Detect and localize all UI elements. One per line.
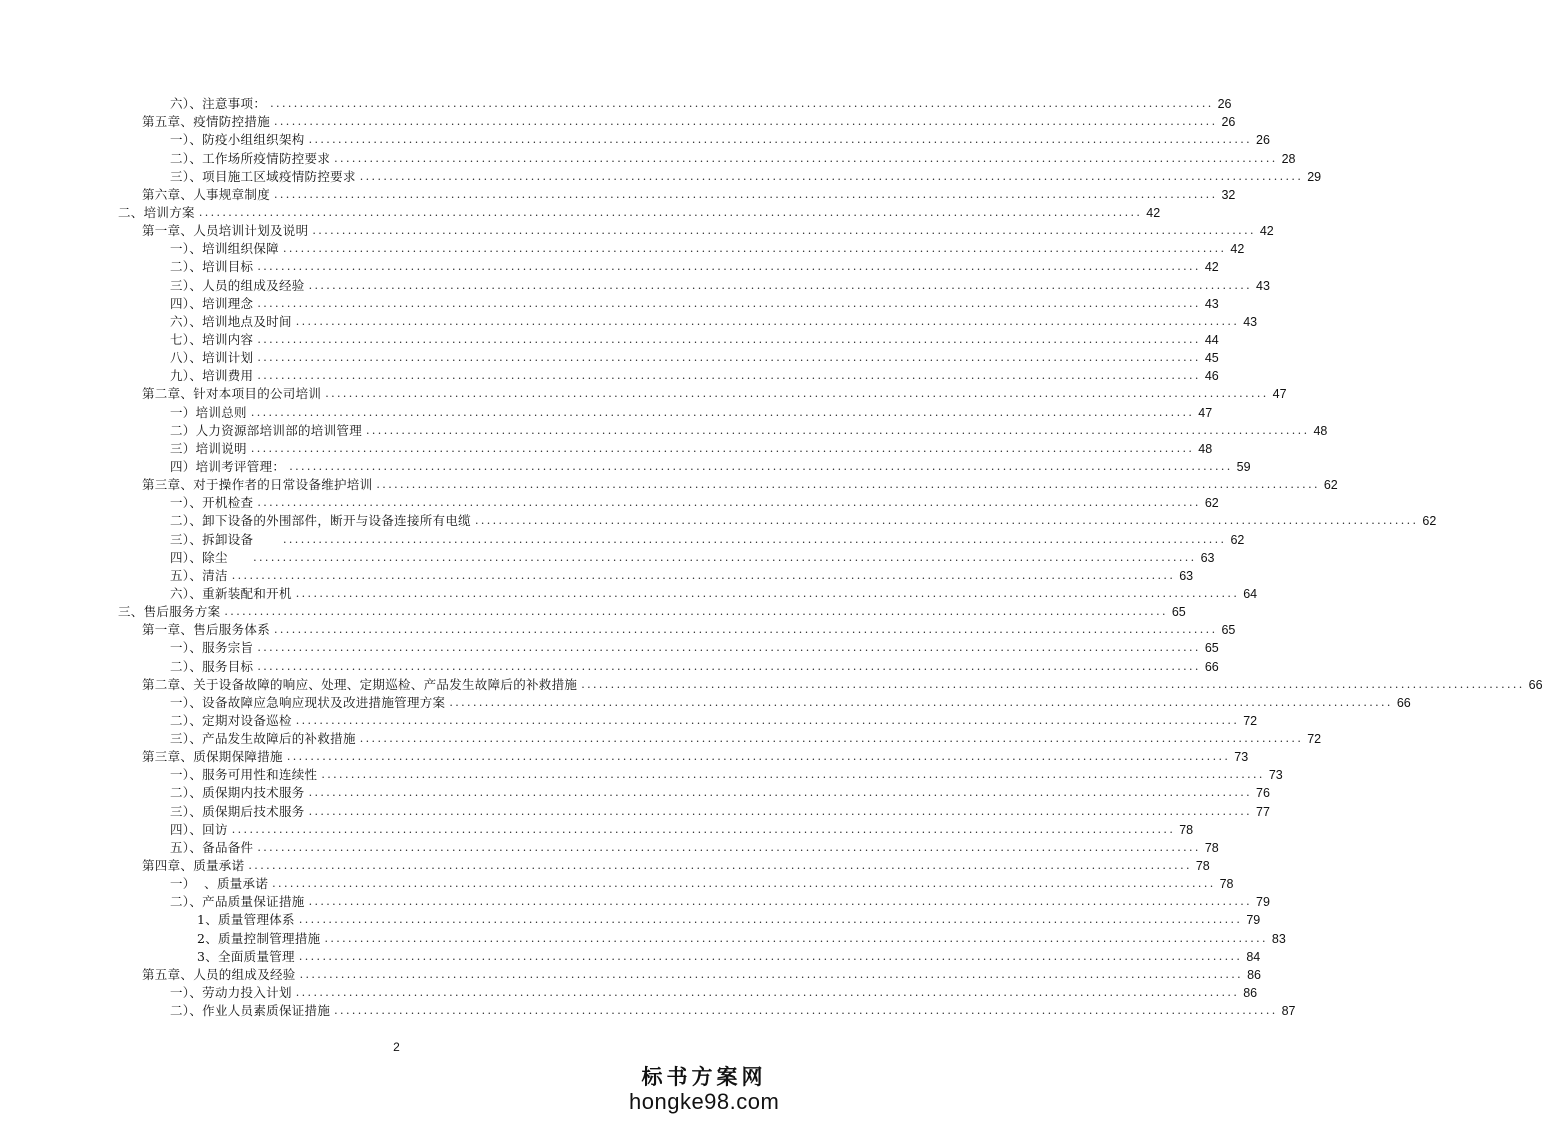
toc-dot-leader: ................................................................................................................................................................ (257, 659, 1201, 673)
toc-entry-title: 二）、卸下设备的外围部件，断开与设备连接所有电缆 (170, 513, 471, 529)
toc-entry-page: 43 (1243, 314, 1258, 329)
toc-entry-page: 83 (1271, 931, 1286, 946)
toc-entry-title: 第二章、关于设备故障的响应、处理、定期巡检、产品发生故障后的补救措施 (142, 676, 578, 692)
toc-entry-title: 第三章、对于操作者的日常设备维护培训 (142, 477, 373, 493)
toc-entry (0, 113, 1236, 131)
toc-dot-leader: ................................................................................................................................................................ (257, 260, 1201, 274)
toc-dot-leader: ................................................................................................................................................................ (308, 786, 1253, 800)
toc-dot-leader: ................................................................................................................................................................ (298, 913, 1243, 927)
toc-entry-page: 59 (1236, 459, 1251, 474)
toc-entry-title: 一）、培训组织保障 (170, 241, 279, 257)
toc-entry (0, 694, 1411, 712)
toc-entry-page: 26 (1217, 97, 1232, 112)
toc-entry-title: 三）、项目施工区域疫情防控要求 (170, 168, 356, 184)
toc-entry (0, 748, 1249, 766)
toc-dot-leader: ................................................................................................................................................................ (334, 1004, 1278, 1018)
toc-entry-title: 五）、清洁 (170, 567, 228, 583)
toc-entry-page: 32 (1221, 187, 1236, 202)
toc-dot-leader: ................................................................................................................................................................ (324, 931, 1268, 945)
toc-entry (0, 276, 1270, 294)
toc-dot-leader: ................................................................................................................................................................ (299, 967, 1244, 981)
toc-entry (0, 422, 1328, 440)
toc-entry (0, 657, 1219, 675)
toc-entry (0, 802, 1270, 820)
toc-entry (0, 331, 1219, 349)
toc-entry-page: 43 (1204, 296, 1219, 311)
toc-entry-title: 三）、质保期后技术服务 (170, 803, 305, 819)
toc-dot-leader: ................................................................................................................................................................ (325, 387, 1269, 401)
page-number: 2 (393, 1040, 400, 1054)
toc-entry (0, 476, 1338, 494)
toc-entry (0, 295, 1219, 313)
toc-entry-title: 第一章、售后服务体系 (142, 622, 271, 638)
toc-entry-title: 一）、劳动力投入计划 (170, 985, 292, 1001)
toc-entry-title: 四）、回访 (170, 821, 228, 837)
toc-entry-title: 四）培训考评管理： (170, 458, 286, 474)
toc-entry-page: 86 (1247, 967, 1261, 982)
toc-dot-leader: ................................................................................................................................................................ (295, 586, 1240, 600)
toc-dot-leader: ................................................................................................................................................................ (308, 895, 1253, 909)
toc-entry-title: 六）、重新装配和开机 (170, 585, 292, 601)
toc-entry (0, 204, 1161, 222)
toc-entry-title: 三）培训说明 (170, 440, 247, 456)
toc-dot-leader: ................................................................................................................................................................ (359, 732, 1304, 746)
toc-dot-leader: ................................................................................................................................................................ (257, 332, 1201, 346)
toc-entry-page: 78 (1204, 840, 1219, 855)
toc-entry (0, 730, 1322, 748)
toc-entry (0, 403, 1213, 421)
toc-dot-leader: ................................................................................................................................................................ (253, 550, 1197, 564)
toc-entry-title: 第二章、针对本项目的公司培训 (142, 386, 322, 402)
toc-dot-leader: ................................................................................................................................................................ (295, 713, 1240, 727)
toc-entry (0, 676, 1543, 694)
toc-dot-leader: ................................................................................................................................................................ (308, 133, 1253, 147)
toc-entry-title: 九）、培训费用 (170, 368, 254, 384)
toc-entry-page: 42 (1146, 205, 1161, 220)
toc-entry (0, 530, 1245, 548)
toc-dot-leader: ................................................................................................................................................................ (298, 949, 1243, 963)
toc-entry-page: 26 (1221, 115, 1236, 130)
toc-entry-page: 65 (1171, 605, 1186, 620)
toc-entry-page: 78 (1195, 859, 1210, 874)
toc-entry (0, 549, 1215, 567)
toc-dot-leader: ................................................................................................................................................................ (308, 278, 1253, 292)
toc-entry-page: 42 (1230, 242, 1245, 257)
toc-entry (0, 95, 1232, 113)
toc-entry-page: 44 (1204, 332, 1219, 347)
toc-entry-page: 76 (1256, 786, 1270, 801)
toc-entry (0, 784, 1270, 802)
toc-entry-page: 72 (1307, 732, 1322, 747)
toc-entry-title: 第一章、人员培训计划及说明 (142, 223, 309, 239)
toc-entry-page: 66 (1528, 677, 1543, 692)
toc-entry-title: 一）培训总则 (170, 404, 247, 420)
toc-dot-leader: ................................................................................................................................................................ (359, 169, 1304, 183)
toc-entry-title: 第四章、质量承诺 (142, 858, 245, 874)
toc-entry (0, 385, 1287, 403)
toc-entry-title: 3、全面质量管理 (197, 948, 295, 964)
toc-entry (0, 766, 1283, 784)
toc-entry-title: 三、售后服务方案 (118, 604, 221, 620)
toc-entry-title: 第六章、人事规章制度 (142, 186, 271, 202)
toc-entry (0, 458, 1251, 476)
toc-entry-page: 63 (1200, 550, 1215, 565)
toc-entry-title: 一）、设备故障应急响应现状及改进措施管理方案 (170, 694, 446, 710)
toc-entry (0, 149, 1296, 167)
toc-entry (0, 131, 1270, 149)
toc-entry-title: 一）、开机检查 (170, 495, 254, 511)
toc-entry-page: 62 (1422, 514, 1437, 529)
toc-entry-page: 29 (1307, 169, 1322, 184)
toc-dot-leader: ................................................................................................................................................................ (286, 750, 1231, 764)
toc-entry-title: 三）、拆卸设备 (170, 531, 279, 547)
toc-entry-page: 42 (1259, 224, 1274, 239)
toc-dot-leader: ................................................................................................................................................................ (272, 877, 1216, 891)
toc-entry (0, 512, 1437, 530)
toc-entry-page: 79 (1246, 913, 1261, 928)
toc-entry (0, 603, 1186, 621)
toc-dot-leader: ................................................................................................................................................................ (257, 369, 1201, 383)
toc-dot-leader: ................................................................................................................................................................ (257, 840, 1201, 854)
toc-dot-leader: ................................................................................................................................................................ (231, 568, 1176, 582)
toc-entry-title: 第三章、质保期保障措施 (142, 749, 283, 765)
toc-entry-page: 26 (1256, 133, 1270, 148)
toc-entry-title: 一） 、质量承诺 (170, 876, 269, 892)
toc-dot-leader: ................................................................................................................................................................ (295, 314, 1240, 328)
toc-dot-leader: ................................................................................................................................................................ (283, 532, 1227, 546)
toc-entry (0, 984, 1258, 1002)
toc-entry-page: 63 (1179, 568, 1194, 583)
toc-entry-title: 二）、产品质量保证措施 (170, 894, 305, 910)
toc-entry (0, 567, 1194, 585)
toc-entry-title: 第五章、人员的组成及经验 (142, 966, 296, 982)
toc-entry-title: 六）、培训地点及时间 (170, 313, 292, 329)
toc-entry (0, 948, 1261, 966)
toc-entry (0, 929, 1286, 947)
toc-entry-title: 四）、培训理念 (170, 295, 254, 311)
toc-entry (0, 186, 1236, 204)
toc-entry-title: 一）、服务宗旨 (170, 640, 254, 656)
toc-entry-title: 一）、防疫小组组织架构 (170, 132, 305, 148)
toc-entry-page: 73 (1268, 768, 1283, 783)
toc-entry-page: 28 (1281, 151, 1296, 166)
toc-dot-leader: ................................................................................................................................................................ (474, 514, 1419, 528)
toc-entry-title: 八）、培训计划 (170, 350, 254, 366)
toc-entry-title: 二）、定期对设备巡检 (170, 712, 292, 728)
toc-entry (0, 857, 1210, 875)
toc-entry-page: 46 (1204, 369, 1219, 384)
toc-entry (0, 494, 1219, 512)
toc-dot-leader: ................................................................................................................................................................ (289, 459, 1233, 473)
toc-entry-page: 65 (1221, 623, 1236, 638)
toc-dot-leader: ................................................................................................................................................................ (198, 205, 1143, 219)
toc-entry (0, 839, 1219, 857)
toc-dot-leader: ................................................................................................................................................................ (257, 296, 1201, 310)
toc-dot-leader: ................................................................................................................................................................ (581, 677, 1525, 691)
toc-entry-page: 77 (1256, 804, 1270, 819)
toc-entry-page: 62 (1204, 496, 1219, 511)
toc-entry-title: 五）、备品备件 (170, 839, 254, 855)
toc-dot-leader: ................................................................................................................................................................ (376, 478, 1320, 492)
toc-dot-leader: ................................................................................................................................................................ (449, 695, 1393, 709)
toc-entry-title: 二）、作业人员素质保证措施 (170, 1003, 331, 1019)
toc-entry-title: 七）、培训内容 (170, 331, 254, 347)
toc-entry-title: 1、质量管理体系 (197, 912, 295, 928)
toc-entry-title: 二）、服务目标 (170, 658, 254, 674)
toc-dot-leader: ................................................................................................................................................................ (312, 224, 1256, 238)
toc-dot-leader: ................................................................................................................................................................ (282, 242, 1227, 256)
toc-entry-title: 二）、工作场所疫情防控要求 (170, 150, 331, 166)
toc-entry-page: 84 (1246, 949, 1261, 964)
toc-entry-page: 65 (1204, 641, 1219, 656)
toc-entry-page: 42 (1204, 260, 1219, 275)
toc-entry-page: 66 (1396, 695, 1411, 710)
toc-dot-leader: ................................................................................................................................................................ (274, 187, 1218, 201)
toc-entry-page: 45 (1204, 351, 1219, 366)
toc-dot-leader: ................................................................................................................................................................ (274, 623, 1218, 637)
toc-entry (0, 639, 1219, 657)
toc-dot-leader: ................................................................................................................................................................ (250, 405, 1195, 419)
toc-entry (0, 821, 1194, 839)
toc-entry-page: 47 (1198, 405, 1213, 420)
toc-dot-leader: ................................................................................................................................................................ (274, 115, 1218, 129)
toc-entry (0, 1002, 1296, 1020)
toc-dot-leader: ................................................................................................................................................................ (334, 151, 1278, 165)
toc-entry-title: 二、培训方案 (118, 204, 195, 220)
toc-entry-page: 87 (1281, 1004, 1296, 1019)
toc-entry (0, 349, 1219, 367)
toc-entry (0, 712, 1258, 730)
toc-entry-title: 一）、服务可用性和连续性 (170, 767, 318, 783)
toc-entry-title: 2、质量控制管理措施 (197, 930, 321, 946)
toc-entry-title: 二）人力资源部培训部的培训管理 (170, 422, 363, 438)
toc-entry (0, 222, 1274, 240)
toc-entry-page: 73 (1234, 750, 1249, 765)
toc-dot-leader: ................................................................................................................................................................ (250, 441, 1195, 455)
toc-entry-page: 48 (1198, 441, 1213, 456)
toc-dot-leader: ................................................................................................................................................................ (257, 351, 1201, 365)
toc-entry-page: 79 (1256, 895, 1270, 910)
toc-entry-title: 三）、产品发生故障后的补救措施 (170, 731, 356, 747)
toc-entry-title: 二）、培训目标 (170, 259, 254, 275)
toc-dot-leader: ................................................................................................................................................................ (257, 641, 1201, 655)
toc-entry-page: 47 (1272, 387, 1287, 402)
table-of-contents (0, 95, 1543, 1020)
toc-entry (0, 240, 1245, 258)
toc-entry-page: 62 (1230, 532, 1245, 547)
toc-entry (0, 875, 1234, 893)
toc-entry-page: 66 (1204, 659, 1219, 674)
toc-entry (0, 893, 1270, 911)
toc-entry (0, 966, 1261, 984)
toc-entry-page: 48 (1313, 423, 1328, 438)
watermark-logo (629, 1064, 779, 1114)
toc-entry-title: 六）、注意事项： (170, 96, 267, 112)
toc-entry (0, 621, 1236, 639)
toc-dot-leader: ................................................................................................................................................................ (366, 423, 1310, 437)
toc-dot-leader: ................................................................................................................................................................ (308, 804, 1253, 818)
toc-dot-leader: ................................................................................................................................................................ (248, 859, 1192, 873)
toc-entry-page: 86 (1243, 986, 1258, 1001)
toc-entry (0, 440, 1213, 458)
toc-entry (0, 313, 1258, 331)
toc-entry (0, 911, 1261, 929)
toc-dot-leader: ................................................................................................................................................................ (257, 496, 1201, 510)
toc-entry-page: 64 (1243, 586, 1258, 601)
toc-entry (0, 168, 1322, 186)
toc-entry (0, 258, 1219, 276)
toc-entry-page: 43 (1256, 278, 1270, 293)
toc-entry-page: 72 (1243, 713, 1258, 728)
watermark-url: hongke98.com (629, 1089, 780, 1114)
toc-entry-title: 二）、质保期内技术服务 (170, 785, 305, 801)
toc-entry (0, 585, 1258, 603)
watermark-title: 标书方案网 (641, 1064, 767, 1089)
toc-entry-title: 三）、人员的组成及经验 (170, 277, 305, 293)
toc-entry-title: 四）、除尘 (170, 549, 250, 565)
toc-entry-page: 78 (1219, 877, 1234, 892)
toc-entry-title: 第五章、疫情防控措施 (142, 114, 271, 130)
toc-entry (0, 367, 1219, 385)
toc-dot-leader: ................................................................................................................................................................ (231, 822, 1176, 836)
toc-dot-leader: ................................................................................................................................................................ (224, 605, 1168, 619)
toc-dot-leader: ................................................................................................................................................................ (295, 986, 1240, 1000)
toc-entry-page: 78 (1179, 822, 1194, 837)
toc-entry-page: 62 (1323, 478, 1338, 493)
toc-dot-leader: ................................................................................................................................................................ (321, 768, 1265, 782)
toc-dot-leader: ................................................................................................................................................................ (270, 97, 1214, 111)
